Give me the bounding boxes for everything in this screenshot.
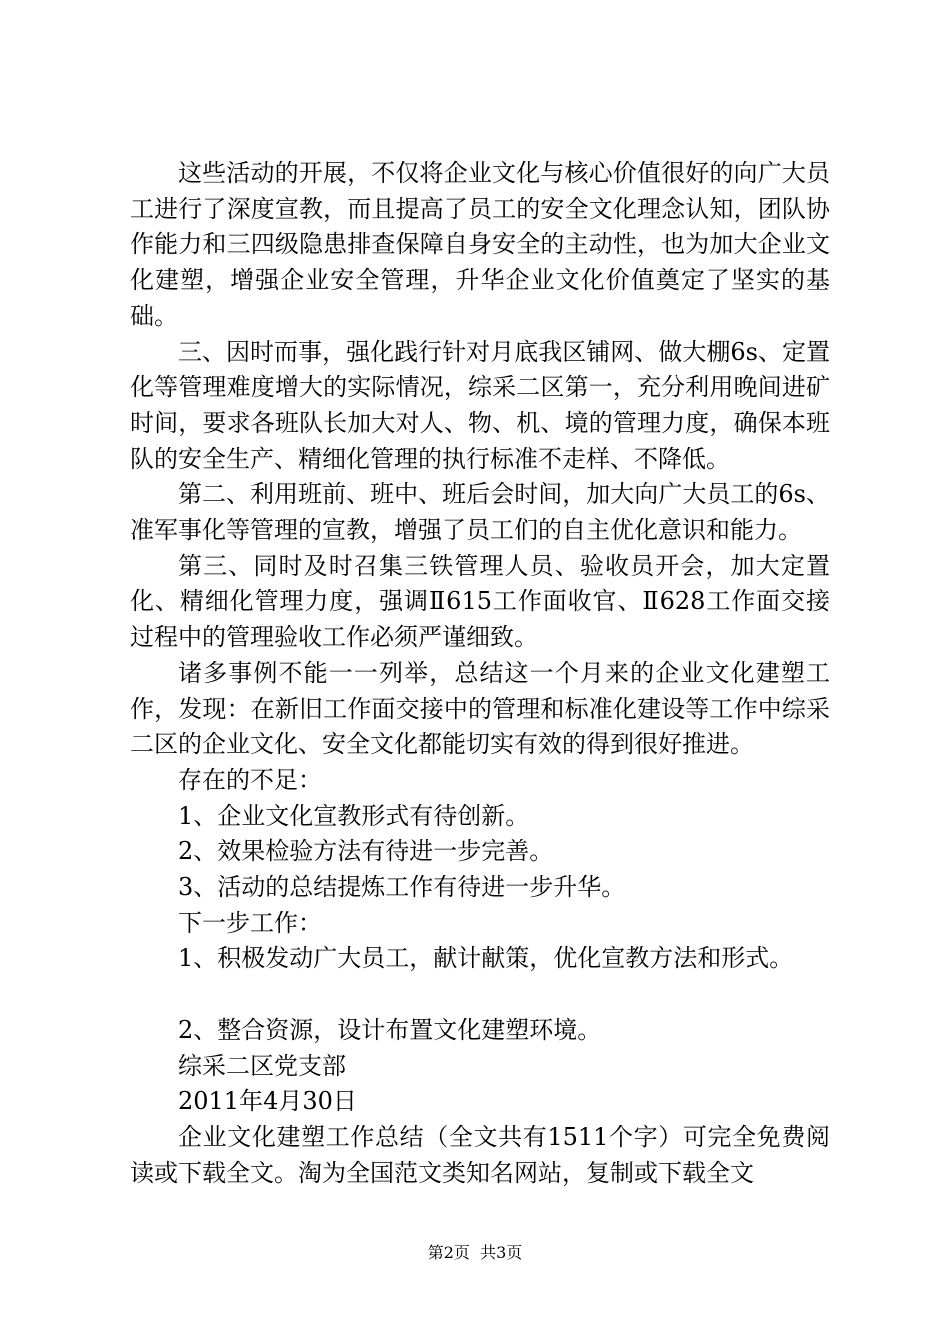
list-item-shortcoming-1: 1、企业文化宣教形式有待创新。 bbox=[178, 801, 530, 830]
paragraph-third-point: 第三、同时及时召集三铁管理人员、验收员开会，加大定置化、精细化管理力度，强调Ⅱ615工作面收官、Ⅱ628工作面交接过程中的管理验收工作必须严谨细致。 bbox=[130, 551, 830, 652]
list-item-next-step-1: 1、积极发动广大员工，献计献策，优化宣教方法和形式。 bbox=[178, 944, 794, 973]
list-item-next-step-2: 2、整合资源，设计布置文化建塑环境。 bbox=[178, 1015, 602, 1044]
blank-line bbox=[130, 977, 830, 1013]
page-number-footer: 第2页 共3页 bbox=[427, 1243, 523, 1262]
paragraph-activities-summary: 这些活动的开展，不仅将企业文化与核心价值很好的向广大员工进行了深度宣教，而且提高了员工的安全文化理念认知，团队协作能力和三四级隐患排查保障自身安全的主动性，也为加大企业文化建塑，增强企业安全管理，升华企业文化价值奠定了坚实的基础。 bbox=[130, 159, 830, 330]
signature-date: 2011年4月30日 bbox=[178, 1087, 357, 1116]
paragraph-second-point: 第二、利用班前、班中、班后会时间，加大向广大员工的6s、准军事化等管理的宣教，增强了员工们的自主优化意识和能力。 bbox=[130, 480, 830, 545]
heading-next-steps: 下一步工作： bbox=[178, 908, 322, 937]
paragraph-site-note: 企业文化建塑工作总结（全文共有1511个字）可完全免费阅读或下载全文。淘为全国范文类知名网站，复制或下载全文 bbox=[130, 1122, 830, 1187]
document-body bbox=[130, 156, 830, 1191]
list-item-shortcoming-3: 3、活动的总结提炼工作有待进一步升华。 bbox=[178, 873, 626, 902]
signature-organization: 综采二区党支部 bbox=[178, 1051, 346, 1080]
heading-shortcomings: 存在的不足： bbox=[178, 765, 322, 794]
paragraph-section-three: 三、因时而事，强化践行针对月底我区铺网、做大棚6s、定置化等管理难度增大的实际情况，综采二区第一，充分利用晚间进矿时间，要求各班队长加大对人、物、机、境的管理力度，确保本班队的安全生产、精细化管理的执行标准不走样、不降低。 bbox=[130, 337, 830, 473]
list-item-shortcoming-2: 2、效果检验方法有待进一步完善。 bbox=[178, 837, 554, 866]
paragraph-conclusion: 诸多事例不能一一列举，总结这一个月来的企业文化建塑工作，发现：在新旧工作面交接中的管理和标准化建设等工作中综采二区的企业文化、安全文化都能切实有效的得到很好推进。 bbox=[130, 658, 830, 759]
